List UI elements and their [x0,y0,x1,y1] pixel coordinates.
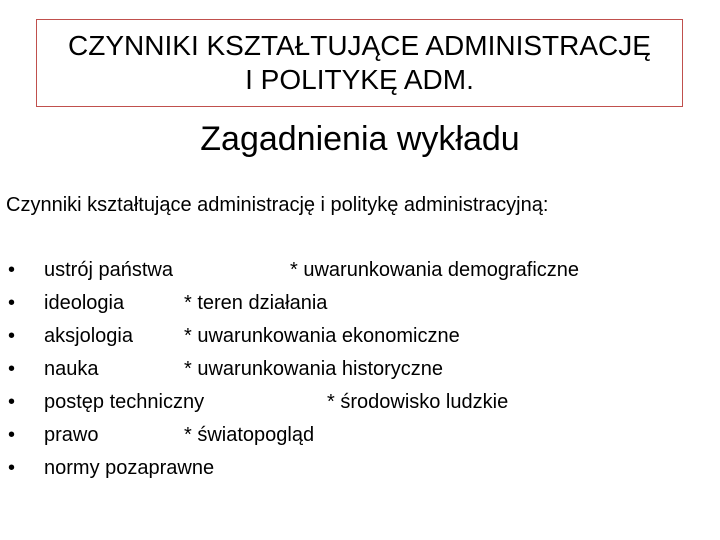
list-item-text: ideologia [44,292,125,314]
list-item [0,453,720,486]
list-item-aside: * środowisko ludzkie [327,391,509,413]
list-item-text: aksjologia [44,325,133,347]
bullet-icon: • [8,259,16,281]
list-item [0,420,720,453]
list-item-text: ustrój państwa [44,259,173,281]
bullet-icon: • [8,457,16,479]
title-line-1: CZYNNIKI KSZTAŁTUJĄCE ADMINISTRACJĘ [68,30,651,61]
list-item-aside: * uwarunkowania ekonomiczne [184,325,460,347]
title-box [36,19,683,107]
slide-subtitle: Zagadnienia wykładu [200,120,520,158]
list-item-aside: * uwarunkowania historyczne [184,358,444,380]
bullet-icon: • [8,424,16,446]
list-item-aside: * teren działania [184,292,328,314]
bullet-icon: • [8,358,16,380]
intro-text: Czynniki kształtujące administrację i politykę administracyjną: [6,194,549,216]
list-item-text: nauka [44,358,99,380]
factor-list [0,255,720,486]
list-item-text: prawo [44,424,99,446]
list-item [0,321,720,354]
list-item [0,288,720,321]
title-line-2: I POLITYKĘ ADM. [245,64,474,95]
bullet-icon: • [8,325,16,347]
list-item [0,255,720,288]
list-item-text: postęp techniczny [44,391,205,413]
list-item-text: normy pozaprawne [44,457,215,479]
list-item [0,354,720,387]
bullet-icon: • [8,391,16,413]
list-item [0,387,720,420]
list-item-aside: * światopogląd [184,424,315,446]
bullet-icon: • [8,292,16,314]
list-item-aside: * uwarunkowania demograficzne [290,259,580,281]
